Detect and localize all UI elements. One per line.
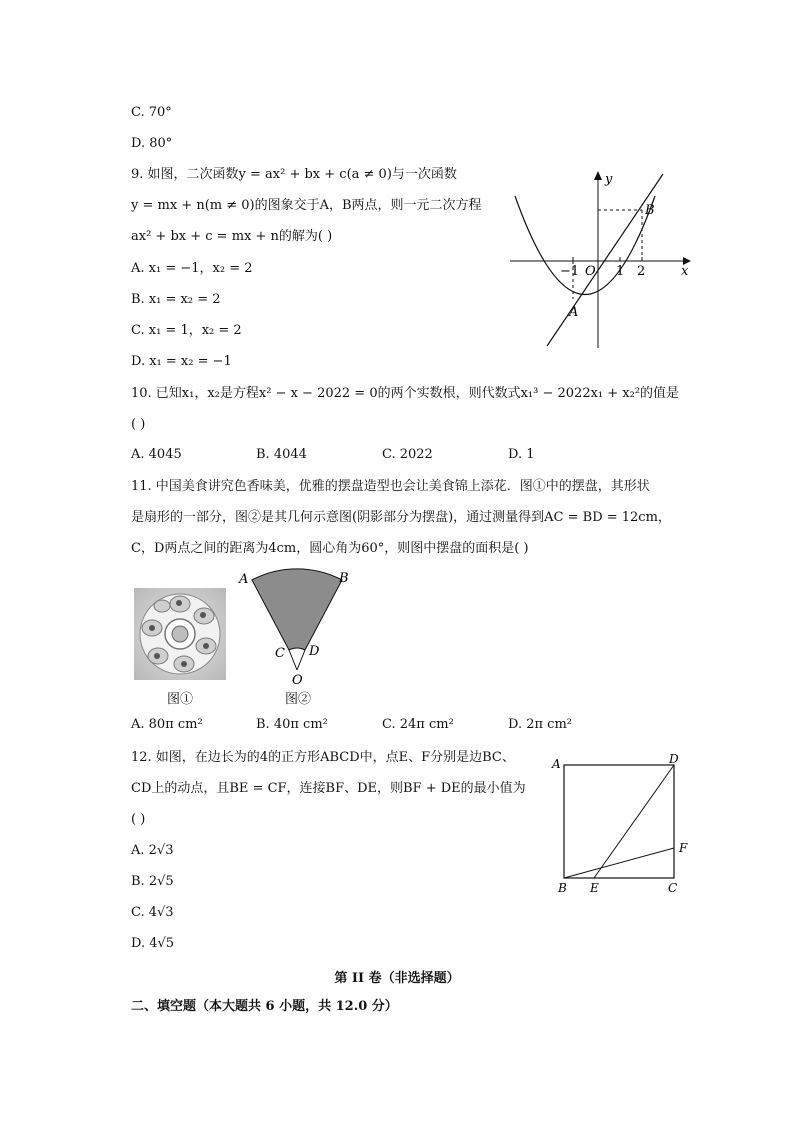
q11-label-b: B: [339, 571, 349, 586]
q11-label-c: C: [275, 646, 285, 661]
q9-option-d: D. x₁ = x₂ = −1: [131, 354, 232, 369]
q9-label-y: y: [605, 172, 613, 187]
q9-option-c: C. x₁ = 1，x₂ = 2: [131, 323, 242, 338]
q9-line: [547, 174, 663, 346]
q12-label-c: C: [668, 881, 678, 895]
q12-stem-line3: ( ): [131, 812, 146, 827]
q12-stem-line2: CD上的动点，且BE = CF，连接BF、DE，则BF + DE的最小值为: [131, 781, 526, 796]
q12-option-d: D. 4√5: [131, 936, 175, 951]
q11-label-o: O: [292, 673, 303, 688]
q12-square-diagram: [550, 752, 700, 897]
q11-stem-line3: C，D两点之间的距离为4cm，圆心角为60°，则图中摆盘的面积是( ): [131, 541, 529, 556]
q11-option-a: A. 80π cm²: [131, 717, 203, 732]
q9-stem-line2: y = mx + n(m ≠ 0)的图象交于A，B两点，则一元二次方程: [131, 198, 482, 213]
q12-label-f: F: [679, 841, 688, 855]
q9-parabola: [515, 196, 655, 295]
q12-option-b: B. 2√5: [131, 874, 174, 889]
q8-option-d: D. 80°: [131, 136, 173, 151]
q12-segment-de: [594, 765, 674, 878]
q12-label-a: A: [552, 757, 561, 771]
q9-label-neg1: −1: [560, 264, 580, 279]
q11-stem-line1: 11. 中国美食讲究色香味美，优雅的摆盘造型也会让美食锦上添花．图①中的摆盘，其形状: [131, 479, 650, 494]
q9-label-2: 2: [637, 264, 646, 279]
q10-option-c: C. 2022: [382, 447, 433, 462]
q9-label-1: 1: [616, 264, 625, 279]
q9-stem-line3: ax² + bx + c = mx + n的解为( ): [131, 229, 333, 244]
q11-option-d: D. 2π cm²: [508, 717, 572, 732]
q10-option-b: B. 4044: [256, 447, 307, 462]
q12-option-a: A. 2√3: [131, 843, 174, 858]
q11-fig1-caption: 图①: [167, 692, 194, 707]
q11-label-a: A: [239, 572, 249, 587]
q10-option-a: A. 4045: [131, 447, 182, 462]
q12-option-c: C. 4√3: [131, 905, 174, 920]
q10-stem-line2: ( ): [131, 417, 146, 432]
q11-plate-photo: [134, 588, 226, 680]
fill-in-section-header: 二、填空题（本大题共 6 小题，共 12.0 分）: [131, 999, 398, 1014]
q10-option-d: D. 1: [508, 447, 535, 462]
q9-label-a: A: [569, 305, 579, 320]
q12-square: [564, 765, 674, 878]
q12-label-b: B: [558, 881, 567, 895]
q9-option-b: B. x₁ = x₂ = 2: [131, 292, 221, 307]
q9-label-origin: O: [585, 264, 596, 279]
q11-fig2-caption: 图②: [285, 692, 312, 707]
q12-label-e: E: [590, 881, 599, 895]
q12-label-d: D: [669, 752, 679, 766]
q12-stem-line1: 12. 如图，在边长为的4的正方形ABCD中，点E、F分别是边BC、: [131, 750, 515, 765]
q9-stem-line1: 9. 如图，二次函数y = ax² + bx + c(a ≠ 0)与一次函数: [131, 167, 457, 182]
part2-title: 第 II 卷（非选择题）: [334, 971, 460, 986]
q11-option-c: C. 24π cm²: [382, 717, 454, 732]
q10-stem-line1: 10. 已知x₁，x₂是方程x² − x − 2022 = 0的两个实数根，则代数式x₁³ − 2022x₁ + x₂²的值是: [131, 386, 680, 401]
q9-label-b: B: [645, 203, 655, 218]
q9-label-x: x: [681, 264, 689, 279]
q8-option-c: C. 70°: [131, 105, 172, 120]
q12-segment-bf: [564, 848, 674, 878]
q11-stem-line2: 是扇形的一部分，图②是其几何示意图(阴影部分为摆盘)，通过测量得到AC = BD = 12cm，: [131, 510, 671, 525]
q11-label-d: D: [309, 644, 320, 659]
q11-sector-diagram: [236, 568, 356, 688]
q11-shaded-region: [252, 569, 342, 650]
q11-option-b: B. 40π cm²: [256, 717, 328, 732]
q9-graph: [505, 168, 695, 358]
q9-y-arrow: [594, 171, 602, 180]
q9-option-a: A. x₁ = −1，x₂ = 2: [131, 261, 253, 276]
